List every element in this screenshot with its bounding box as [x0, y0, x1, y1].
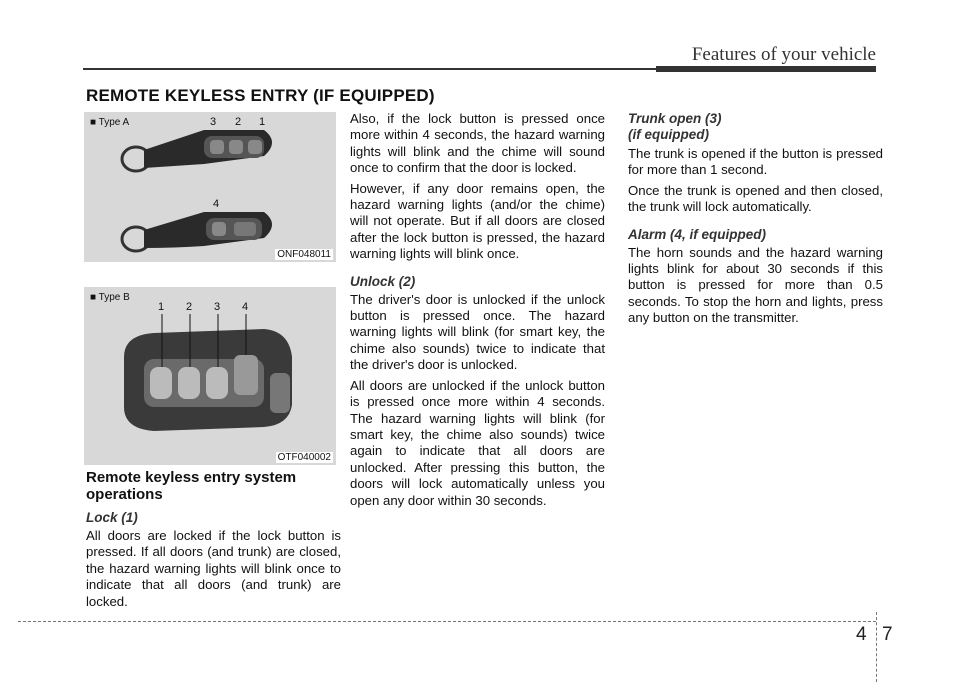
callout-1: 1: [259, 116, 266, 128]
trunk-title: Trunk open (3): [628, 111, 722, 126]
callout-3: 3: [214, 301, 221, 313]
page-header: [0, 0, 960, 80]
callout-4: 4: [242, 301, 249, 313]
unlock-all-paragraph: All doors are unlocked if the unlock button is pressed once more within 4 seconds. The hazard warning lights will blink (for smart key, the chime also sounds) twice again to indicate that all doors are unlocked. After pressing this button, the doors will lock automatically unless you open any door within 30 seconds.: [350, 377, 605, 508]
header-title: Features of your vehicle: [691, 44, 876, 65]
lock-paragraph: All doors are locked if the lock button is pressed. If all doors (and trunk) are closed, the hazard warning lights will blink once to indicate that all doors (and trunk) are locked.: [86, 528, 341, 609]
footer-divider: [876, 612, 877, 682]
figure-type-b: [84, 287, 336, 465]
column-2: [350, 111, 605, 509]
section-title: REMOTE KEYLESS ENTRY (IF EQUIPPED): [86, 86, 435, 105]
alarm-paragraph: The horn sounds and the hazard warning lights blink for about 30 seconds if this button is pressed for more than 0.5 seconds. To stop the horn and lights, press any button on the transmitter.: [628, 244, 883, 326]
chapter-number: 4: [856, 624, 867, 645]
figure-b-code: OTF040002: [277, 452, 331, 463]
column-3: [628, 111, 883, 327]
trunk-paragraph: The trunk is opened if the button is pressed for more than 1 second.: [628, 146, 883, 178]
figure-a-label: ■ Type A: [90, 117, 130, 128]
alarm-title: Alarm (4, if equipped): [628, 226, 767, 242]
callout-3: 3: [210, 116, 217, 128]
trunk-subtitle: (if equipped): [628, 127, 709, 142]
callout-2: 2: [186, 301, 193, 313]
trunk-lock-paragraph: Once the trunk is opened and then closed, the trunk will lock automatically.: [628, 182, 883, 215]
figure-type-a: [84, 112, 336, 262]
callout-1: 1: [158, 301, 165, 313]
unlock-title: Unlock (2): [350, 273, 416, 289]
lock-title: Lock (1): [86, 510, 138, 525]
column-1: [86, 469, 341, 610]
header-bar: [656, 66, 876, 72]
figure-b-label: ■ Type B: [90, 292, 130, 303]
door-open-paragraph: However, if any door remains open, the hazard warning lights (and/or the chime) will not operate. But if all doors are closed after the lock button is pressed, the hazard warning lights will blink once.: [350, 180, 605, 262]
figure-a-code: ONF048011: [277, 249, 331, 260]
page-number: 7: [882, 624, 893, 645]
operations-heading: Remote keyless entry system operations: [86, 469, 297, 503]
callout-2: 2: [235, 116, 242, 128]
lock-again-paragraph: Also, if the lock button is pressed once more within 4 seconds, the hazard warning lights will blink and the chime will sound once to confirm that the door is locked.: [350, 111, 605, 176]
footer-rule: [18, 621, 876, 622]
key-fob-type-a-illustration: [84, 112, 336, 262]
callout-4: 4: [213, 198, 220, 210]
smart-key-type-b-illustration: [84, 287, 336, 465]
unlock-paragraph: The driver's door is unlocked if the unlock button is pressed once. The hazard warning lights will blink (for smart key, the chime also sounds) twice to indicate that the driver's door is unlocked.: [350, 291, 605, 373]
